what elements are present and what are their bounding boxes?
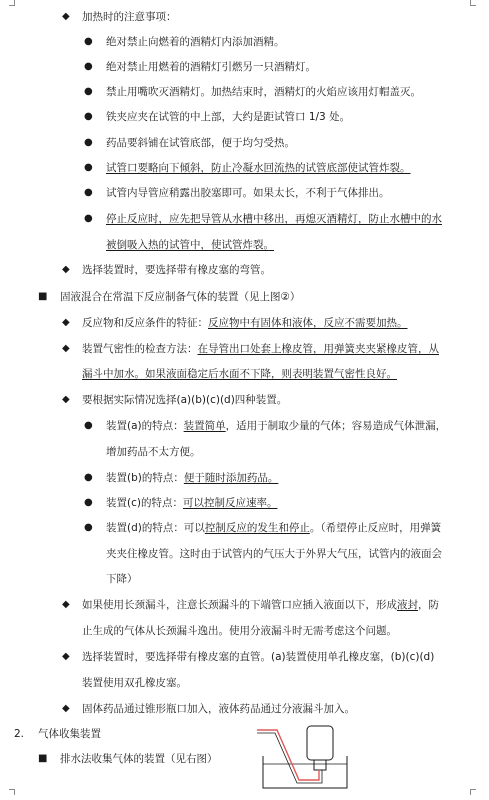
square-bullet-icon: ■	[38, 291, 48, 302]
list-item	[82, 342, 439, 356]
round-bullet-icon: ●	[84, 497, 93, 508]
underlined-text: 便于随时添加药品。	[183, 472, 279, 484]
list-item	[106, 419, 446, 433]
label-text: 装置气密性的检查方法：	[82, 343, 198, 355]
round-bullet-icon: ●	[84, 472, 93, 483]
round-bullet-icon: ●	[84, 137, 93, 148]
round-bullet-icon: ●	[84, 86, 93, 97]
underlined-text: 装置简单	[183, 420, 226, 432]
list-item: 选择装置时，要选择带有橡皮塞的直管。(a)装置使用单孔橡皮塞，(b)(c)(d)	[82, 651, 435, 663]
list-item	[82, 316, 408, 330]
diamond-bullet-icon: ◆	[62, 703, 70, 714]
round-bullet-icon: ●	[84, 187, 93, 198]
list-item: 选择装置时，要选择带有橡皮塞的弯管。	[82, 264, 271, 276]
diamond-bullet-icon: ◆	[62, 394, 70, 405]
list-item: 试管内导管应稍露出胶塞即可。如果太长，不利于气体排出。	[106, 187, 390, 199]
round-bullet-icon: ●	[84, 420, 93, 431]
label-text: 装置(b)的特点：	[106, 472, 184, 484]
round-bullet-icon: ●	[84, 522, 93, 533]
body-text: ，适用于制取少量的气体；容易造成气体泄漏，	[225, 420, 447, 432]
list-item	[106, 521, 441, 535]
round-bullet-icon: ●	[84, 213, 93, 224]
crop-mark-bottom-left	[9, 789, 15, 795]
diamond-bullet-icon: ◆	[62, 343, 70, 354]
crop-mark-top-left	[9, 0, 15, 6]
section-number: 2.	[14, 728, 25, 740]
list-item-continuation: 下降）	[106, 573, 138, 585]
collecting-bottle	[307, 726, 333, 760]
underlined-text: 可以控制反应速率。	[182, 497, 278, 509]
list-item: 禁止用嘴吹灭酒精灯。加热结束时，酒精灯的火焰应该用灯帽盖灭。	[106, 86, 421, 98]
section-heading: 固液混合在常温下反应制备气体的装置（见上图②）	[60, 291, 301, 303]
list-item: 绝对禁止用燃着的酒精灯引燃另一只酒精灯。	[106, 61, 316, 73]
list-item	[106, 496, 277, 510]
list-item-continuation: 漏斗中加水。如果液面稳定后水面不下降，则表明装置气密性良好。	[82, 368, 397, 380]
body-text: 。（希望停止反应时，用弹簧	[309, 522, 442, 534]
list-item-continuation: 增加药品不太方便。	[106, 446, 201, 458]
diamond-bullet-icon: ◆	[62, 264, 70, 275]
label-text: 装置(d)的特点：可以	[106, 522, 205, 534]
underlined-text: 在导管出口处套上橡皮管，用弹簧夹夹紧橡皮管，从	[197, 343, 439, 355]
section-title: 气体收集装置	[38, 728, 101, 740]
delivery-tube	[257, 730, 319, 780]
list-item	[106, 471, 278, 485]
label-text: 反应物和反应条件的特征：	[82, 317, 208, 329]
label-text: 装置(c)的特点：	[106, 497, 183, 509]
list-item: 要根据实际情况选择(a)(b)(c)(d)四种装置。	[82, 394, 288, 406]
heat-notes-heading: 加热时的注意事项：	[82, 11, 177, 23]
diamond-bullet-icon: ◆	[62, 11, 70, 22]
list-item	[82, 598, 439, 612]
round-bullet-icon: ●	[84, 36, 93, 47]
round-bullet-icon: ●	[84, 162, 93, 173]
list-item: 固体药品通过锥形瓶口加入，液体药品通过分液漏斗加入。	[82, 703, 355, 715]
underlined-text: 液封	[397, 599, 418, 611]
list-item-continuation: 止生成的气体从长颈漏斗逸出。使用分液漏斗时无需考虑这个问题。	[82, 625, 397, 637]
list-item: 药品要斜铺在试管底部，便于均匀受热。	[106, 137, 295, 149]
crop-mark-top-right	[470, 0, 476, 6]
bottle-neck	[314, 760, 326, 770]
water-collection-apparatus-figure	[255, 722, 355, 792]
list-item: 排水法收集气体的装置（见右图）	[60, 753, 218, 765]
underlined-text: 反应物中有固体和液体，反应不需要加热。	[208, 317, 408, 329]
list-item-continuation: 被倒吸入热的试管中，使试管炸裂。	[106, 239, 274, 251]
diamond-bullet-icon: ◆	[62, 317, 70, 328]
round-bullet-icon: ●	[84, 61, 93, 72]
diamond-bullet-icon: ◆	[62, 599, 70, 610]
list-item: 铁夹应夹在试管的中上部，大约是距试管口 1/3 处。	[106, 111, 351, 123]
list-item-continuation: 装置使用双孔橡皮塞。	[82, 677, 187, 689]
body-text: ，防	[418, 599, 439, 611]
label-text: 装置(a)的特点：	[106, 420, 184, 432]
list-item: 停止反应时，应先把导管从水槽中移出，再熄灭酒精灯，防止水槽中的水	[106, 213, 442, 225]
list-item: 试管口要略向下倾斜，防止冷凝水回流热的试管底部使试管炸裂。	[106, 162, 411, 174]
body-text: 如果使用长颈漏斗，注意长颈漏斗的下端管口应插入液面以下，形成	[82, 599, 397, 611]
diamond-bullet-icon: ◆	[62, 651, 70, 662]
round-bullet-icon: ●	[84, 111, 93, 122]
square-bullet-icon: ■	[38, 753, 48, 764]
list-item-continuation: 夹夹住橡皮管。这时由于试管内的气压大于外界大气压，试管内的液面会	[106, 548, 442, 560]
list-item: 绝对禁止向燃着的酒精灯内添加酒精。	[106, 36, 285, 48]
underlined-text: 控制反应的发生和停止	[204, 522, 310, 534]
crop-mark-bottom-right	[470, 789, 476, 795]
